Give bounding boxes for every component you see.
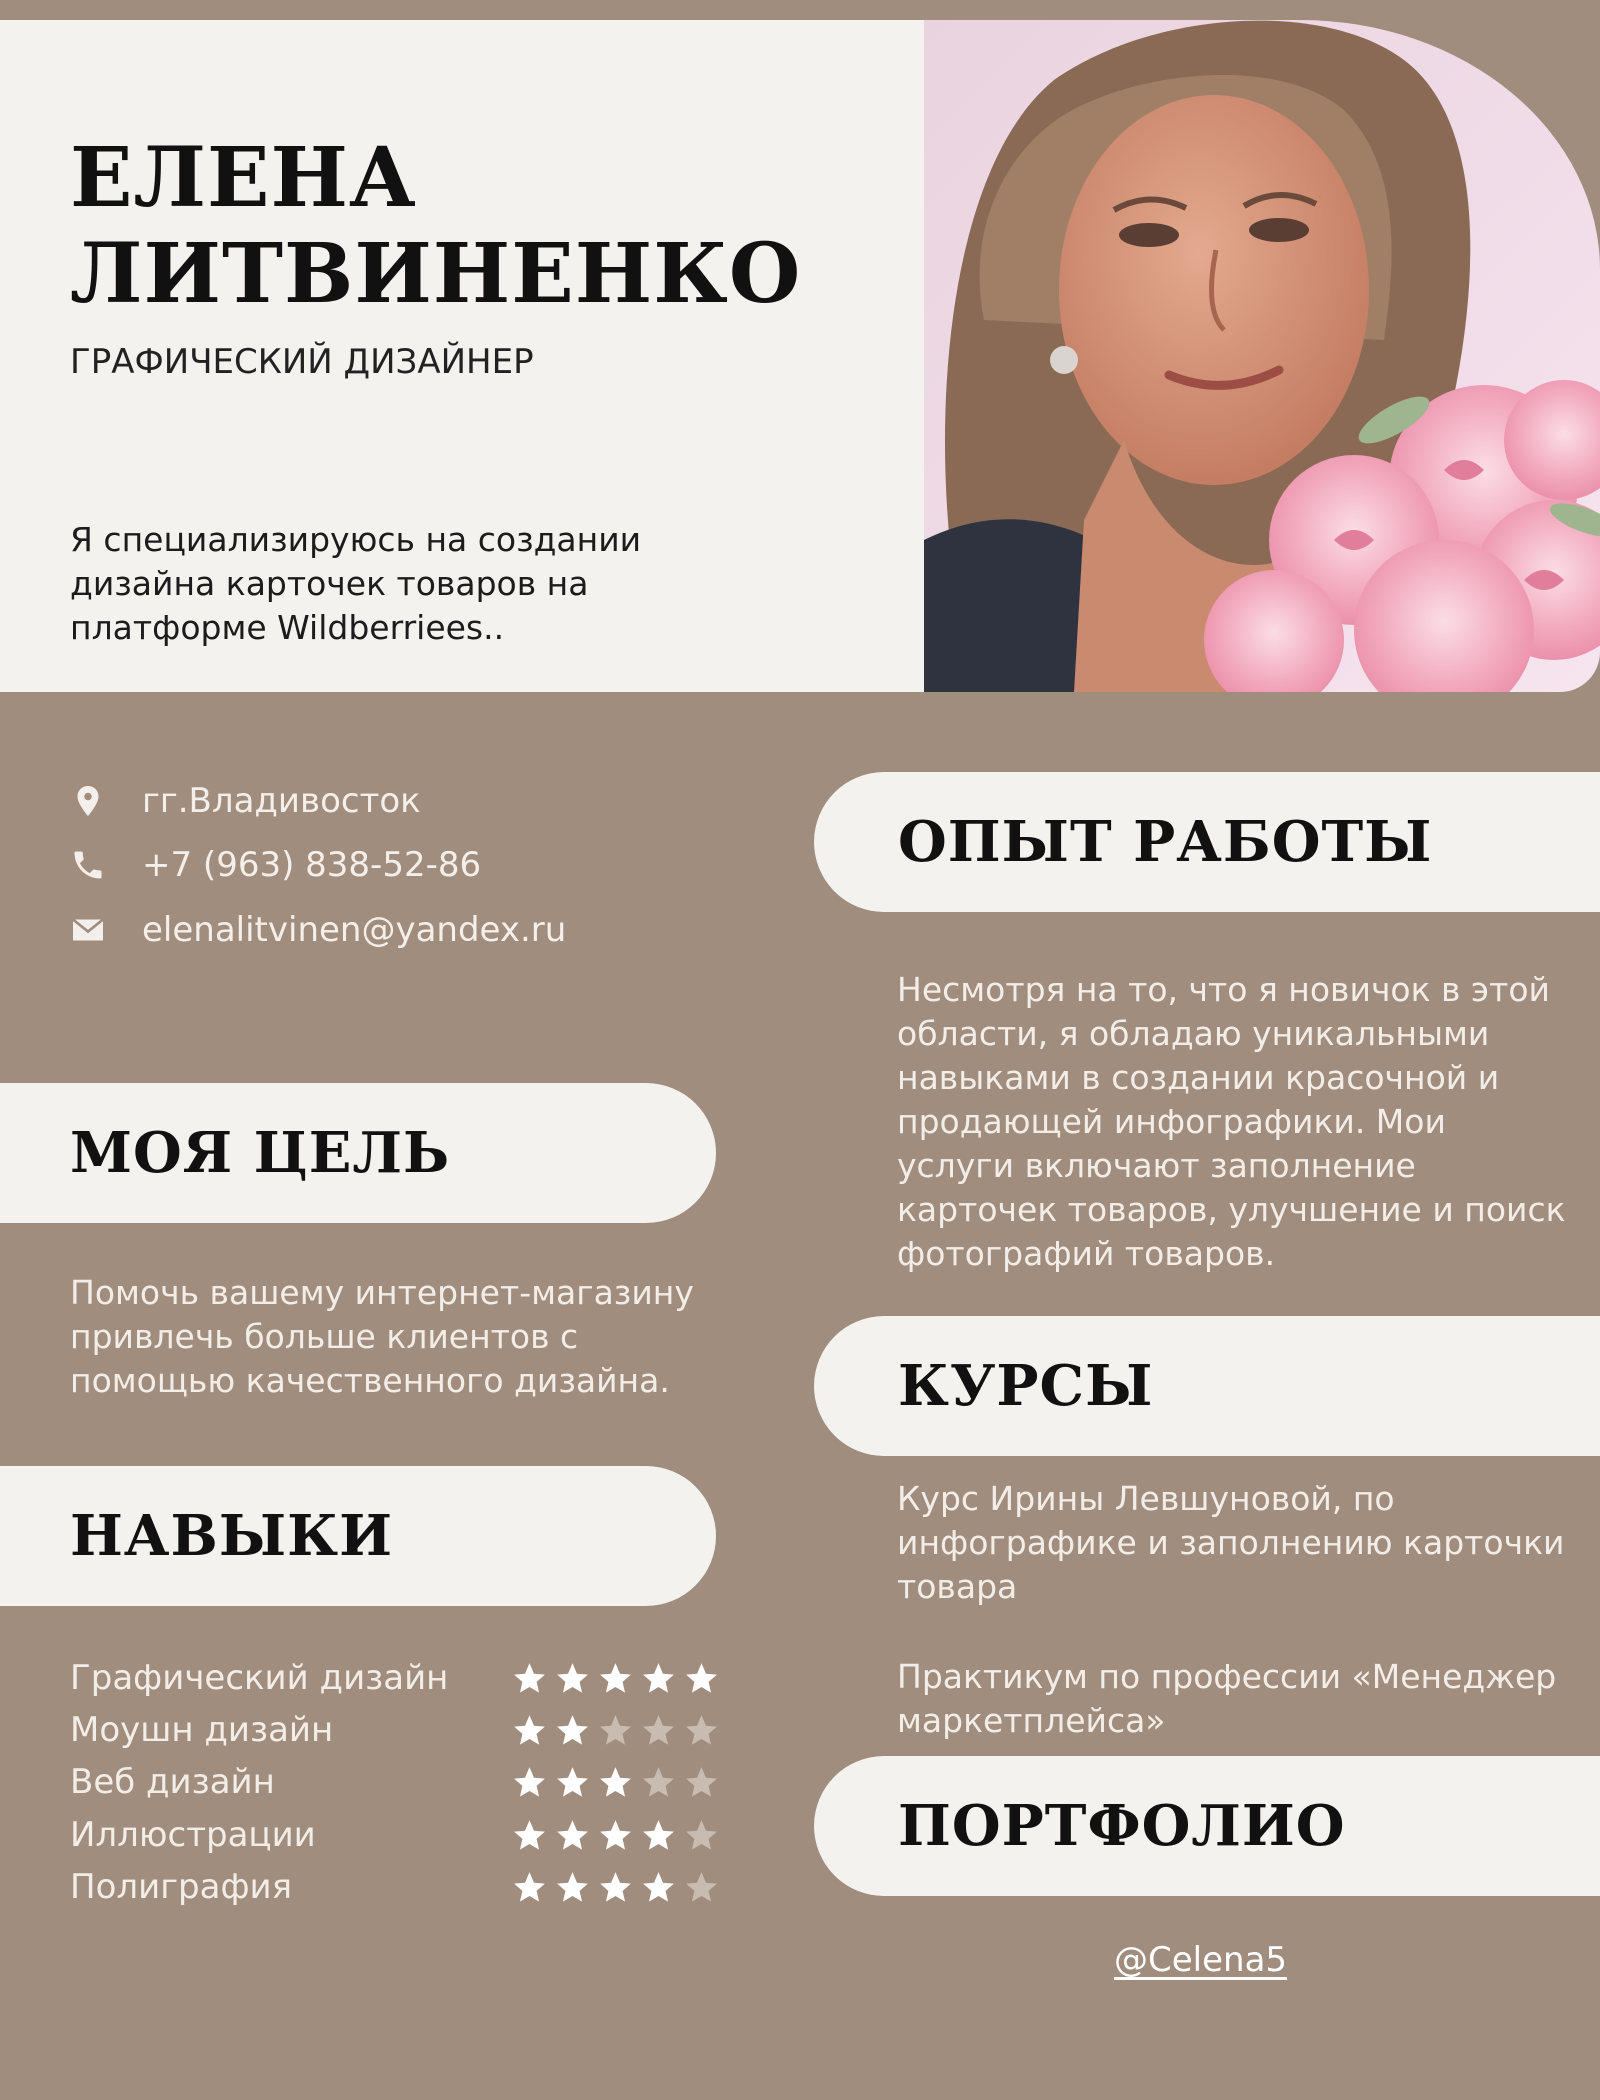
portfolio-title: ПОРТФОЛИО [898,1793,1346,1859]
location-text: гг.Владивосток [142,781,421,821]
contact-email[interactable] [70,905,566,955]
star-filled-icon [597,1817,634,1854]
goal-text [70,1271,694,1403]
skill-rating [511,1817,720,1854]
star-empty-icon [683,1817,720,1854]
course-line: Практикум по профессии «Менеджер [897,1657,1557,1696]
course-2 [897,1655,1556,1743]
star-empty-icon [683,1712,720,1749]
star-empty-icon [640,1712,677,1749]
portfolio-handle-link[interactable]: @Celena5 [1114,1940,1288,1980]
course-line: инфографике и заполнению карточки [897,1523,1565,1562]
goal-line: Помочь вашему интернет-магазину [70,1273,694,1312]
skill-name: Полиграфия [70,1867,293,1907]
experience-line: области, я обладаю уникальными [897,1014,1490,1053]
star-filled-icon [554,1869,591,1906]
star-filled-icon [554,1764,591,1801]
star-filled-icon [597,1660,634,1697]
star-filled-icon [640,1869,677,1906]
experience-line: Несмотря на то, что я новичок в этой [897,970,1550,1009]
course-line: Курс Ирины Левшуновой, по [897,1479,1395,1518]
courses-title: КУРСЫ [898,1353,1154,1419]
experience-line: продающей инфографики. Мои [897,1102,1446,1141]
star-filled-icon [554,1712,591,1749]
person-name [70,130,801,322]
skill-name: Моушн дизайн [70,1710,334,1750]
header-panel [0,20,924,692]
skills-title: НАВЫКИ [70,1503,393,1569]
intro-text [70,518,750,650]
star-filled-icon [597,1764,634,1801]
experience-line: карточек товаров, улучшение и поиск [897,1190,1566,1229]
name-first: ЕЛЕНА [70,130,417,226]
skill-name: Графический дизайн [70,1658,449,1698]
course-line: маркетплейса» [897,1701,1166,1740]
course-line: товара [897,1567,1018,1606]
star-filled-icon [554,1660,591,1697]
skill-rating [511,1764,720,1801]
skill-name: Веб дизайн [70,1762,275,1802]
skills-heading-pill [0,1466,716,1606]
star-filled-icon [511,1712,548,1749]
skill-rating [511,1712,720,1749]
star-empty-icon [683,1869,720,1906]
email-text: elenalitvinen@yandex.ru [142,910,567,950]
intro-line: Я специализируюсь на создании [70,520,642,559]
experience-line: услуги включают заполнение [897,1146,1416,1185]
location-pin-icon [70,783,106,819]
skill-row [70,1704,720,1756]
skill-row [70,1652,720,1704]
goal-line: помощью качественного дизайна. [70,1361,670,1400]
star-filled-icon [511,1660,548,1697]
star-filled-icon [511,1764,548,1801]
experience-title: ОПЫТ РАБОТЫ [898,809,1433,875]
intro-line: платформе Wildberriees.. [70,608,505,647]
star-empty-icon [597,1712,634,1749]
portfolio-heading-pill [814,1756,1600,1896]
mail-icon [70,912,106,948]
name-last: ЛИТВИНЕНКО [70,226,802,322]
phone-icon [70,847,106,883]
portrait-illustration [924,20,1600,692]
contact-phone[interactable] [70,840,481,890]
phone-text: +7 (963) 838-52-86 [142,845,482,885]
star-filled-icon [597,1869,634,1906]
skill-rating [511,1869,720,1906]
profile-photo [924,20,1600,692]
skill-row [70,1861,720,1913]
experience-line: навыками в создании красочной и [897,1058,1500,1097]
experience-line: фотографий товаров. [897,1234,1276,1273]
star-filled-icon [554,1817,591,1854]
course-1 [897,1477,1564,1609]
experience-heading-pill [814,772,1600,912]
star-filled-icon [683,1660,720,1697]
experience-text [897,968,1566,1276]
contact-location [70,776,421,826]
goal-title: МОЯ ЦЕЛЬ [70,1120,451,1186]
skill-rating [511,1660,720,1697]
star-filled-icon [640,1817,677,1854]
goal-line: привлечь больше клиентов с [70,1317,579,1356]
star-filled-icon [511,1817,548,1854]
star-filled-icon [640,1660,677,1697]
skill-row [70,1756,720,1808]
star-empty-icon [683,1764,720,1801]
intro-line: дизайна карточек товаров на [70,564,589,603]
goal-heading-pill [0,1083,716,1223]
star-filled-icon [511,1869,548,1906]
skill-name: Иллюстрации [70,1815,316,1855]
job-title: ГРАФИЧЕСКИЙ ДИЗАЙНЕР [70,342,534,382]
skill-row [70,1809,720,1861]
courses-heading-pill [814,1316,1600,1456]
star-empty-icon [640,1764,677,1801]
